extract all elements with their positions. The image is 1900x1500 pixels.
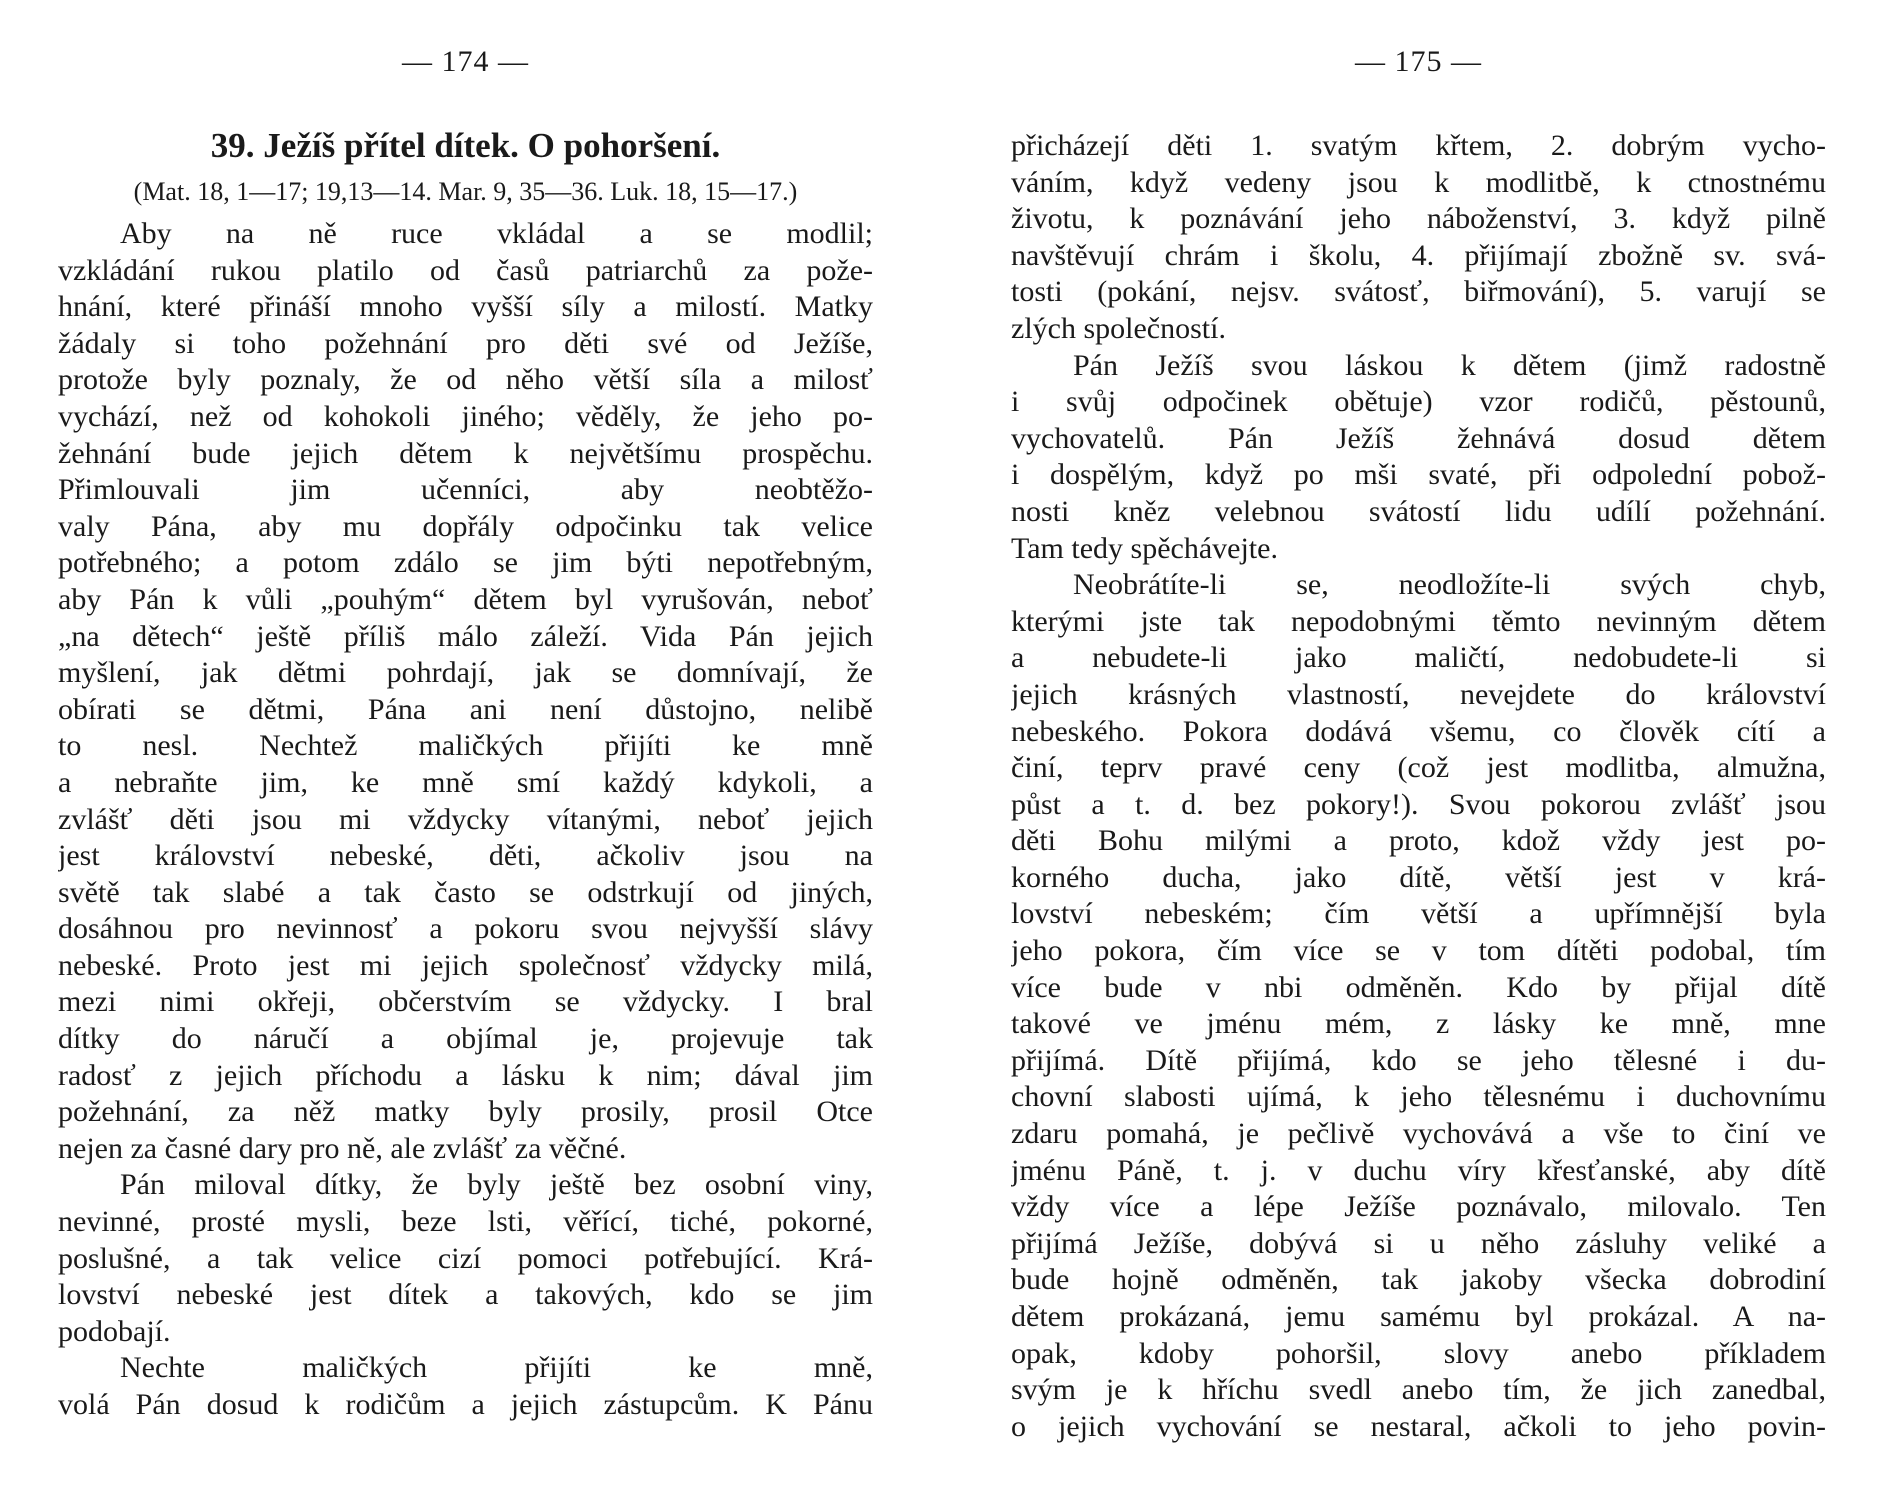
text-line: Tam tedy spěchávejte. xyxy=(1011,531,1278,565)
text-line: chovní slabosti ujímá, k jeho tělesnému i duchovnímu xyxy=(1011,1080,1826,1114)
text-line: dětem prokázaná, jemu samému byl prokázal. A na- xyxy=(1011,1300,1826,1333)
text-line: nebeské. Proto jest mi jejich společnosť vždycky milá, xyxy=(58,948,873,982)
text-line: půst a t. d. bez pokory!). Svou pokorou zvlášť jsou xyxy=(1011,787,1826,821)
text-line: jeho pokora, čím více se v tom dítěti podobal, tím xyxy=(1011,934,1826,968)
left-page-body xyxy=(58,216,873,1424)
text-line: žehnání bude jejich dětem k největšímu prospěchu. xyxy=(58,436,873,470)
text-line: obírati se dětmi, Pána ani není důstojno, nelibě xyxy=(58,692,873,726)
text-line: jménu Páně, t. j. v duchu víry křesťanské, aby dítě xyxy=(1011,1153,1826,1187)
text-line: tosti (pokání, nejsv. svátosť, biřmování), 5. varují se xyxy=(1011,275,1826,309)
text-line: přijímá. Dítě přijímá, kdo se jeho tělesné i du- xyxy=(1011,1043,1826,1077)
text-line: nebeského. Pokora dodává všemu, co člověk cítí a xyxy=(1011,714,1826,748)
text-line: dosáhnou pro nevinnosť a pokoru svou nejvyšší slávy xyxy=(58,912,873,946)
chapter-references: (Mat. 18, 1—17; 19,13—14. Mar. 9, 35—36. Luk. 18, 15—17.) xyxy=(133,177,798,206)
page-number: — 174 — xyxy=(402,45,529,78)
text-line: vychází, než od kohokoli jiného; věděly, že jeho po- xyxy=(58,399,873,433)
text-line: činí, teprv pravé ceny (což jest modlitba, almužna, xyxy=(1011,751,1826,785)
text-line: a nebudete-li jako maličtí, nedobudete-li si xyxy=(1011,641,1826,675)
text-line: nejen za časné dary pro ně, ale zvlášť za věčné. xyxy=(58,1131,627,1165)
text-line: požehnání, za něž matky byly prosily, prosil Otce xyxy=(58,1095,873,1129)
text-line: hnání, které přináší mnoho vyšší síly a milostí. Matky xyxy=(58,290,873,324)
text-line: valy Pána, aby mu dopřály odpočinku tak velice xyxy=(58,509,873,543)
text-line: více bude v nbi odměněn. Kdo by přijal dítě xyxy=(1011,970,1826,1004)
chapter-title: 39. Ježíš přítel dítek. O pohoršení. xyxy=(210,126,721,165)
text-line: nevinné, prosté mysli, beze lsti, věřící, tiché, pokorné, xyxy=(58,1205,873,1239)
text-line: lovství nebeské jest dítek a takových, kdo se jim xyxy=(58,1278,873,1312)
text-line: korného ducha, jako dítě, větší jest v krá- xyxy=(1011,860,1826,894)
text-line: nosti kněz velebnou svátostí lidu udílí požehnání. xyxy=(1011,494,1826,528)
text-line: vychovatelů. Pán Ježíš žehnává dosud dětem xyxy=(1011,421,1826,455)
text-line: kterými jste tak nepodobnými těmto nevinným dětem xyxy=(1011,604,1826,638)
text-line: i svůj odpočinek obětuje) vzor rodičů, pěstounů, xyxy=(1011,385,1826,419)
text-line: myšlení, jak dětmi pohrdají, jak se domnívají, že xyxy=(58,656,873,690)
text-line: mezi nimi okřeji, občerstvím se vždycky. I bral xyxy=(58,985,873,1019)
text-line: potřebného; a potom zdálo se jim býti nepotřebným, xyxy=(58,546,873,580)
text-line: „na dětech“ ještě příliš málo záleží. Vida Pán jejich xyxy=(58,619,873,653)
text-line: přicházejí děti 1. svatým křtem, 2. dobrým vycho- xyxy=(1011,129,1826,162)
text-line: jest království nebeské, děti, ačkoliv jsou na xyxy=(58,839,873,873)
text-line: Pán Ježíš svou láskou k dětem (jimž radostně xyxy=(1073,348,1826,382)
text-line: světě tak slabé a tak často se odstrkují od jiných, xyxy=(58,875,873,909)
text-line: Pán miloval dítky, že byly ještě bez osobní viny, xyxy=(120,1168,873,1202)
text-line: poslušné, a tak velice cizí pomoci potřebující. Krá- xyxy=(58,1241,873,1275)
text-line: Nechte maličkých přijíti ke mně, xyxy=(120,1351,873,1385)
text-line: vždy více a lépe Ježíše poznávalo, milovalo. Ten xyxy=(1011,1190,1826,1224)
text-line: vzkládání rukou platilo od časů patriarchů za pože- xyxy=(58,253,873,287)
text-line: aby Pán k vůli „pouhým“ dětem byl vyrušován, neboť xyxy=(58,582,873,616)
text-line: přijímá Ježíše, dobývá si u něho zásluhy veliké a xyxy=(1011,1226,1826,1260)
text-line: i dospělým, když po mši svaté, při odpolední pobož- xyxy=(1011,458,1826,492)
text-line: navštěvují chrám i školu, 4. přijímají zbožně sv. svá- xyxy=(1011,238,1826,272)
text-line: žádaly si toho požehnání pro děti své od Ježíše, xyxy=(58,326,873,360)
text-line: volá Pán dosud k rodičům a jejich zástupcům. K Pánu xyxy=(58,1388,873,1421)
text-line: takové ve jménu mém, z lásky ke mně, mne xyxy=(1011,1007,1826,1041)
text-line: svým je k hříchu svedl anebo tím, že jich zanedbal, xyxy=(1011,1373,1826,1407)
text-line: děti Bohu milými a proto, kdož vždy jest po- xyxy=(1011,824,1826,858)
right-page xyxy=(1011,0,1826,1445)
text-line: zdaru pomahá, je pečlivě vychovává a vše to činí ve xyxy=(1011,1117,1826,1151)
text-line: to nesl. Nechtež maličkých přijíti ke mně xyxy=(58,729,873,763)
text-line: a nebraňte jim, ke mně smí každý kdykoli, a xyxy=(58,765,873,799)
text-line: Neobrátíte-li se, neodložíte-li svých chyb, xyxy=(1073,568,1826,602)
text-line: bude hojně odměněn, tak jakoby všecka dobrodiní xyxy=(1011,1263,1826,1297)
text-line: radosť z jejich příchodu a lásku k nim; dával jim xyxy=(58,1058,873,1092)
text-line: Přimlouvali jim učenníci, aby neobtěžo- xyxy=(58,473,873,507)
text-line: váním, když vedeny jsou k modlitbě, k ctnostnému xyxy=(1011,165,1826,199)
text-line: protože byly poznaly, že od něho větší síla a milosť xyxy=(58,363,873,397)
left-page xyxy=(58,0,873,1424)
text-line: dítky do náručí a objímal je, projevuje tak xyxy=(58,1022,873,1056)
text-line: lovství nebeském; čím větší a upřímnější byla xyxy=(1011,897,1826,931)
text-line: životu, k poznávání jeho náboženství, 3. když pilně xyxy=(1011,202,1826,236)
page-number: — 175 — xyxy=(1355,45,1482,78)
right-page-body xyxy=(1011,128,1826,1445)
text-line: podobají. xyxy=(58,1314,171,1348)
text-line: o jejich vychování se nestaral, ačkoli to jeho povin- xyxy=(1011,1409,1826,1443)
text-line: jejich krásných vlastností, nevejdete do království xyxy=(1011,677,1826,711)
text-line: zvlášť děti jsou mi vždycky vítanými, neboť jejich xyxy=(58,802,873,836)
text-line: Aby na ně ruce vkládal a se modlil; xyxy=(120,217,873,250)
text-line: opak, kdoby pohoršil, slovy anebo příkladem xyxy=(1011,1336,1826,1370)
text-line: zlých společností. xyxy=(1011,311,1226,345)
